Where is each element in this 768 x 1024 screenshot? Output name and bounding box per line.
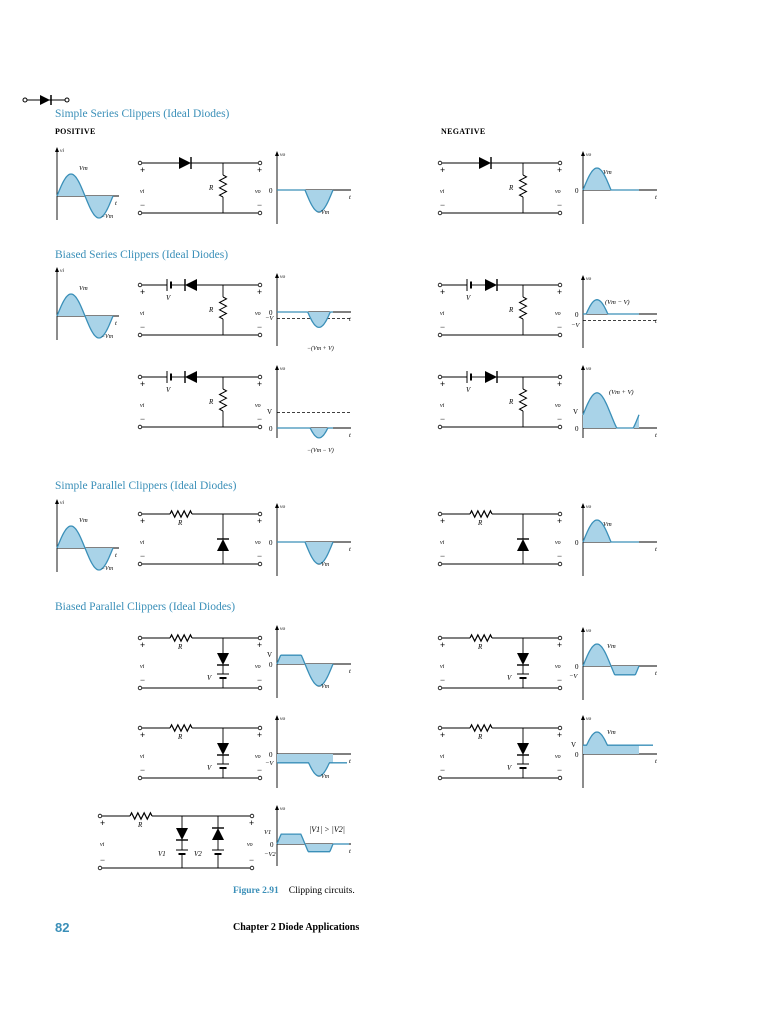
label-vi: vi <box>440 189 445 195</box>
label-vo: vo <box>555 754 561 760</box>
resistor-symbol <box>220 297 227 319</box>
label-plus: + <box>440 730 446 740</box>
label-vm: Vm <box>607 729 616 736</box>
two-diode-output-graph <box>264 805 351 866</box>
label-negvm: −Vm <box>317 562 330 568</box>
label-t: t <box>655 670 657 677</box>
axis-arrow <box>581 503 585 508</box>
axis-arrow <box>275 503 279 508</box>
label-vm: Vm <box>79 285 88 292</box>
label-zero: 0 <box>575 663 579 671</box>
label-vo: vo <box>555 403 561 409</box>
label-v: V <box>507 764 512 772</box>
series-clipper-circuit <box>138 279 262 337</box>
label-zero: 0 <box>269 751 273 759</box>
label-vo: vo <box>280 274 286 280</box>
label-minus: − <box>257 200 263 210</box>
label-minus: − <box>440 322 446 332</box>
label-t: t <box>349 194 351 201</box>
resistor-symbol <box>170 511 192 517</box>
label-minus: − <box>257 765 263 775</box>
label-plus: + <box>140 730 146 740</box>
label-vo: vo <box>280 366 286 372</box>
label-vo: vo <box>586 628 592 634</box>
label-vo: vo <box>555 189 561 195</box>
figure-caption <box>233 886 355 896</box>
label-zero: 0 <box>575 751 579 759</box>
label-vo: vo <box>280 152 286 158</box>
label-zero: 0 <box>269 539 273 547</box>
label-v: V <box>166 294 171 302</box>
output-waveform-graph <box>575 151 657 224</box>
label-vi: vi <box>60 268 64 274</box>
label-v: V <box>466 386 471 394</box>
label-negv: −V <box>265 760 274 767</box>
diode-symbol <box>517 653 529 665</box>
label-negvm: −Vm <box>101 566 114 572</box>
label-v1: V1 <box>158 850 166 858</box>
label-plus: + <box>557 165 563 175</box>
parallel-clipper-circuit <box>438 635 562 690</box>
diode-symbol <box>485 279 497 291</box>
label-negvm: −Vm <box>101 334 114 340</box>
diode-symbol <box>217 539 229 551</box>
output-waveform-graph <box>269 503 351 576</box>
label-plus: + <box>557 379 563 389</box>
waveform-fill <box>277 312 333 327</box>
label-plus: + <box>557 730 563 740</box>
series-clipper-circuit <box>138 157 262 215</box>
label-vi: vi <box>140 540 145 546</box>
label-t: t <box>349 432 351 439</box>
label-r: R <box>178 519 183 527</box>
label-vo: vo <box>280 716 286 722</box>
terminal <box>250 866 254 870</box>
label-r: R <box>209 184 214 192</box>
label-zero: 0 <box>575 539 579 547</box>
label-plus: + <box>440 379 446 389</box>
label-zero: 0 <box>575 425 579 433</box>
label-vo: vo <box>280 504 286 510</box>
label-vm: Vm <box>79 517 88 524</box>
axis-arrow <box>581 275 585 280</box>
label-t: t <box>349 668 351 675</box>
label-zero: 0 <box>270 841 274 849</box>
label-plus: + <box>140 165 146 175</box>
label-negvm: −Vm <box>101 214 114 220</box>
label-plus: + <box>140 516 146 526</box>
output-waveform-graph <box>569 627 657 700</box>
diode-symbol <box>217 653 229 665</box>
label-plus: + <box>249 818 255 828</box>
label-minus: − <box>440 551 446 561</box>
resistor-symbol <box>520 175 527 197</box>
label-vo: vo <box>555 664 561 670</box>
label-minus: − <box>440 675 446 685</box>
label-magnitude: |V1| > |V2| <box>309 825 345 834</box>
label-negvm: −Vm <box>317 210 330 216</box>
diode-symbol <box>185 279 197 291</box>
diode-symbol <box>217 743 229 755</box>
diode-symbol <box>176 828 188 840</box>
section-title-simple-series: Simple Series Clippers (Ideal Diodes) <box>55 108 230 120</box>
label-vo: vo <box>255 754 261 760</box>
label-r: R <box>478 643 483 651</box>
terminal <box>258 686 262 690</box>
label-plus: + <box>100 818 106 828</box>
label-r: R <box>178 643 183 651</box>
section-title-simple-parallel: Simple Parallel Clippers (Ideal Diodes) <box>55 480 237 492</box>
label-plus: + <box>257 640 263 650</box>
label-minus: − <box>140 322 146 332</box>
label-vi: vi <box>60 148 64 154</box>
parallel-clipper-circuit <box>138 725 262 780</box>
label-plus: + <box>257 287 263 297</box>
label-vi: vi <box>140 311 145 317</box>
label-minus: − <box>557 322 563 332</box>
label-minus: − <box>140 200 146 210</box>
label-vm: Vm <box>603 521 612 528</box>
label-minus: − <box>557 675 563 685</box>
label-v: V <box>166 386 171 394</box>
label-t: t <box>115 320 117 327</box>
label-t: t <box>655 432 657 439</box>
label-r: R <box>138 821 143 829</box>
diode-symbol <box>479 157 491 169</box>
terminal <box>258 776 262 780</box>
label-v: V <box>267 651 273 659</box>
label-vm-minus-v: (Vm − V) <box>605 299 630 306</box>
label-minus: − <box>440 200 446 210</box>
label-r: R <box>209 306 214 314</box>
resistor-symbol <box>130 813 152 819</box>
terminal <box>558 686 562 690</box>
label-minus: − <box>440 765 446 775</box>
label-vi: vi <box>140 403 145 409</box>
label-minus: − <box>257 675 263 685</box>
axis-arrow <box>581 715 585 720</box>
series-clipper-circuit <box>438 371 562 429</box>
label-minus: − <box>557 414 563 424</box>
axis-arrow <box>55 499 59 504</box>
axis-arrow <box>275 715 279 720</box>
label-plus: + <box>557 640 563 650</box>
resistor-symbol <box>520 297 527 319</box>
label-minus: − <box>557 200 563 210</box>
label-vi: vi <box>100 842 105 848</box>
label-r: R <box>509 306 514 314</box>
label-r: R <box>209 398 214 406</box>
label-vo: vo <box>255 403 261 409</box>
axis-arrow <box>275 151 279 156</box>
resistor-symbol <box>520 389 527 411</box>
diode-symbol <box>485 371 497 383</box>
terminal <box>558 211 562 215</box>
label-t: t <box>115 552 117 559</box>
label-r: R <box>178 733 183 741</box>
label-minus: − <box>557 765 563 775</box>
label-negv: −V <box>569 673 578 680</box>
terminal <box>258 211 262 215</box>
terminal <box>138 562 142 566</box>
label-plus: + <box>257 379 263 389</box>
label-vo: vo <box>255 189 261 195</box>
label-v: V <box>571 741 577 749</box>
label-v: V <box>573 408 579 416</box>
label-vo: vo <box>280 626 286 632</box>
label-plus: + <box>557 516 563 526</box>
diode-symbol <box>179 157 191 169</box>
label-t: t <box>655 318 657 325</box>
label-vo: vo <box>255 540 261 546</box>
label-r: R <box>478 733 483 741</box>
terminal <box>258 333 262 337</box>
label-zero: 0 <box>269 187 273 195</box>
label-plus: + <box>140 379 146 389</box>
label-t: t <box>655 546 657 553</box>
series-clipper-circuit <box>138 371 262 429</box>
label-minus: − <box>257 551 263 561</box>
running-head: Chapter 2 Diode Applications <box>233 922 360 933</box>
label-zero: 0 <box>269 661 273 669</box>
output-waveform-graph <box>269 151 351 224</box>
label-minus: − <box>440 414 446 424</box>
terminal <box>438 333 442 337</box>
label-vi: vi <box>440 403 445 409</box>
label-negv2: −V2 <box>264 851 276 858</box>
label-plus: + <box>440 640 446 650</box>
label-plus: + <box>557 287 563 297</box>
section-title-biased-series: Biased Series Clippers (Ideal Diodes) <box>55 249 229 261</box>
diode-symbol <box>185 371 197 383</box>
label-vm: Vm <box>607 643 616 650</box>
label-plus: + <box>440 287 446 297</box>
label-vo: vo <box>255 664 261 670</box>
page-number: 82 <box>55 920 70 935</box>
output-waveform-graph <box>267 365 351 454</box>
terminal <box>138 333 142 337</box>
label-v: V <box>207 674 212 682</box>
label-vo: vo <box>586 366 592 372</box>
label-minus: − <box>257 322 263 332</box>
resistor-symbol <box>220 175 227 197</box>
parallel-clipper-circuit <box>438 511 562 566</box>
label-vo: vo <box>247 842 253 848</box>
label-r: R <box>509 184 514 192</box>
diode-symbol <box>517 539 529 551</box>
parallel-clipper-circuit <box>138 635 262 690</box>
resistor-symbol <box>170 635 192 641</box>
label-vi: vi <box>60 500 64 506</box>
terminal <box>98 866 102 870</box>
label-plus: + <box>257 516 263 526</box>
section-title-biased-parallel: Biased Parallel Clippers (Ideal Diodes) <box>55 601 236 613</box>
output-waveform-graph <box>267 625 351 698</box>
output-waveform-graph <box>575 503 657 576</box>
label-neg-vm-minus-v: −(Vm − V) <box>307 448 334 454</box>
label-minus: − <box>140 765 146 775</box>
figure-caption-text: Clipping circuits. <box>288 886 355 896</box>
axis-arrow <box>581 151 585 156</box>
label-zero: 0 <box>575 187 579 195</box>
label-negv: −V <box>265 315 274 322</box>
column-head-negative: NEGATIVE <box>441 127 486 136</box>
label-t: t <box>349 848 351 855</box>
axis-arrow <box>275 365 279 370</box>
terminal <box>258 562 262 566</box>
label-vo: vo <box>586 152 592 158</box>
axis-arrow <box>581 365 585 370</box>
input-waveform-graph <box>55 267 119 340</box>
terminal <box>438 776 442 780</box>
label-vi: vi <box>440 311 445 317</box>
label-v: V <box>207 764 212 772</box>
label-vo: vo <box>280 806 286 812</box>
resistor-symbol <box>470 725 492 731</box>
label-r: R <box>509 398 514 406</box>
label-vi: vi <box>140 664 145 670</box>
resistor-symbol <box>170 725 192 731</box>
axis-arrow <box>581 627 585 632</box>
label-vi: vi <box>140 189 145 195</box>
label-minus: − <box>140 551 146 561</box>
label-minus: − <box>140 414 146 424</box>
label-minus: − <box>249 855 255 865</box>
label-t: t <box>115 200 117 207</box>
diode-symbol <box>212 828 224 840</box>
series-clipper-circuit <box>438 157 562 215</box>
output-waveform-graph <box>571 715 657 788</box>
axis-arrow <box>275 273 279 278</box>
terminal <box>138 776 142 780</box>
axis-arrow <box>55 267 59 272</box>
resistor-symbol <box>220 389 227 411</box>
label-negv: −V <box>571 322 580 329</box>
label-v2: V2 <box>194 850 202 858</box>
parallel-clipper-circuit <box>138 511 262 566</box>
label-plus: + <box>140 287 146 297</box>
label-vo: vo <box>586 716 592 722</box>
label-zero: 0 <box>575 311 579 319</box>
terminal <box>558 425 562 429</box>
label-vo: vo <box>555 311 561 317</box>
label-v: V <box>267 408 273 416</box>
series-clipper-circuit <box>438 279 562 337</box>
resistor-symbol <box>470 511 492 517</box>
diode-symbol <box>517 743 529 755</box>
output-waveform-graph <box>265 715 351 788</box>
output-waveform-graph <box>265 273 351 352</box>
label-negvm: −Vm <box>317 684 330 690</box>
label-plus: + <box>440 516 446 526</box>
terminal <box>558 776 562 780</box>
axis-arrow <box>275 625 279 630</box>
label-minus: − <box>140 675 146 685</box>
label-vo: vo <box>255 311 261 317</box>
label-plus: + <box>257 165 263 175</box>
label-vi: vi <box>440 664 445 670</box>
label-v: V <box>466 294 471 302</box>
terminal <box>138 425 142 429</box>
label-negvm: −Vm <box>317 774 330 780</box>
label-vi: vi <box>440 754 445 760</box>
label-plus: + <box>440 165 446 175</box>
output-waveform-graph <box>571 275 657 348</box>
figure-number: Figure 2.91 <box>233 886 279 896</box>
axis-arrow <box>275 805 279 810</box>
label-plus: + <box>140 640 146 650</box>
axis-arrow <box>55 147 59 152</box>
label-vi: vi <box>140 754 145 760</box>
terminal <box>258 425 262 429</box>
label-vi: vi <box>440 540 445 546</box>
label-vm: Vm <box>603 169 612 176</box>
label-vo: vo <box>555 540 561 546</box>
label-t: t <box>655 194 657 201</box>
terminal <box>438 686 442 690</box>
terminal <box>138 211 142 215</box>
label-minus: − <box>257 414 263 424</box>
input-waveform-graph <box>55 499 119 572</box>
label-t: t <box>349 316 351 323</box>
resistor-symbol <box>470 635 492 641</box>
label-v1: V1 <box>264 829 272 836</box>
label-vo: vo <box>586 276 592 282</box>
terminal <box>438 562 442 566</box>
label-vm-plus-v: (Vm + V) <box>609 389 634 396</box>
label-t: t <box>349 546 351 553</box>
label-neg-vm-plus-v: −(Vm + V) <box>307 346 334 352</box>
two-diode-clipper-circuit <box>98 813 254 870</box>
terminal <box>438 211 442 215</box>
label-plus: + <box>257 730 263 740</box>
terminal <box>138 686 142 690</box>
label-vm: Vm <box>79 165 88 172</box>
label-t: t <box>655 758 657 765</box>
label-zero: 0 <box>269 309 273 317</box>
output-waveform-graph <box>573 365 657 439</box>
label-t: t <box>349 758 351 765</box>
input-waveform-graph <box>55 147 119 220</box>
label-v: V <box>507 674 512 682</box>
terminal <box>438 425 442 429</box>
label-zero: 0 <box>269 425 273 433</box>
terminal <box>558 562 562 566</box>
label-vo: vo <box>586 504 592 510</box>
label-minus: − <box>557 551 563 561</box>
label-minus: − <box>100 855 106 865</box>
column-head-positive: POSITIVE <box>55 127 96 136</box>
terminal <box>558 333 562 337</box>
label-r: R <box>478 519 483 527</box>
parallel-clipper-circuit <box>438 725 562 780</box>
